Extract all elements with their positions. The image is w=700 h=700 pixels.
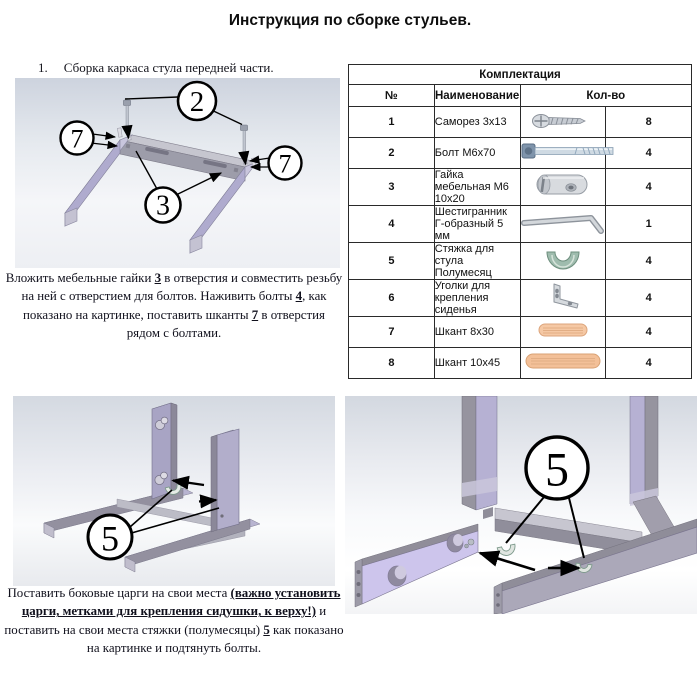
part-quantity: 4 <box>606 243 692 280</box>
left-back-leg <box>462 396 497 519</box>
side-frames-diagram <box>13 396 335 586</box>
row-number: 4 <box>349 206 435 243</box>
part-name: Болт М6х70 <box>434 138 520 169</box>
table-row <box>349 138 692 169</box>
far-back-leg <box>152 403 177 499</box>
part-quantity: 4 <box>606 317 692 348</box>
instruction-text: и поставить на свои места стяжки (полумесяцы) <box>4 604 327 637</box>
half-moon-bracket-icon <box>520 243 606 280</box>
step1-heading-text: Сборка каркаса стула передней части. <box>63 60 274 75</box>
screw-icon <box>520 107 606 138</box>
part-name: Шестигранник Г-образный 5 мм <box>434 206 520 243</box>
dowel-small-icon <box>520 317 606 348</box>
part-quantity: 4 <box>606 138 692 169</box>
row-number: 1 <box>349 107 435 138</box>
bracket-closeup-diagram <box>345 396 697 614</box>
part-quantity: 8 <box>606 107 692 138</box>
row-number: 6 <box>349 280 435 317</box>
corner-bracket-icon <box>520 280 606 317</box>
table-row <box>349 206 692 243</box>
part-quantity: 1 <box>606 206 692 243</box>
pointer-arrow-right <box>199 500 216 502</box>
instruction-text: Вложить мебельные гайки <box>5 271 155 285</box>
row-number: 3 <box>349 169 435 206</box>
callout-5-label: 5 <box>101 518 119 559</box>
instruction-text: как показано на картинке и подтянуть болты. <box>86 622 344 655</box>
front-frame-diagram <box>15 78 340 268</box>
page-title: Инструкция по сборке стульев. <box>228 12 472 29</box>
callout-3-label: 3 <box>156 190 170 222</box>
barrel-nut-icon <box>520 169 606 206</box>
step1-heading <box>38 60 274 76</box>
hex-key-icon <box>520 206 606 243</box>
important-note: (важно установить царги, метками для крепления сидушки, к верху!) <box>21 586 341 619</box>
parts-table <box>348 64 692 379</box>
part-ref-bracket: 5 <box>263 622 270 637</box>
step1-number: 1. <box>38 60 48 75</box>
table-row <box>349 348 692 379</box>
table-header-row <box>349 85 692 107</box>
part-name: Шкант 10х45 <box>434 348 520 379</box>
row-number: 2 <box>349 138 435 169</box>
part-name: Стяжка для стула Полумесяц <box>434 243 520 280</box>
part-ref-nut: 3 <box>154 271 162 285</box>
part-ref-bolt: 4 <box>295 289 303 304</box>
table-row <box>349 317 692 348</box>
part-name: Саморез 3х13 <box>434 107 520 138</box>
row-number: 7 <box>349 317 435 348</box>
callout-7l-label: 7 <box>70 124 84 154</box>
instruction-text: Поставить боковые царги на свои места <box>7 586 231 600</box>
parts-table-body <box>349 107 692 379</box>
step1-instruction <box>5 269 343 342</box>
part-quantity: 4 <box>606 280 692 317</box>
dowel-large-icon <box>520 348 606 379</box>
instruction-text: в отверстия и совместить резьбу на ней с отверстием для болтов. Наживить болты <box>21 271 343 304</box>
instruction-text: в отверстия рядом с болтами. <box>126 307 325 340</box>
part-name: Уголки для крепления сиденья <box>434 280 520 317</box>
part-quantity: 4 <box>606 348 692 379</box>
row-number: 5 <box>349 243 435 280</box>
table-title-row <box>349 65 692 85</box>
near-back-leg <box>211 429 239 532</box>
col-number: № <box>349 85 435 107</box>
step2-instruction <box>4 584 344 657</box>
row-number: 8 <box>349 348 435 379</box>
callout-2-label: 2 <box>189 86 205 118</box>
table-row <box>349 169 692 206</box>
callout-5-label: 5 <box>545 443 569 497</box>
part-name: Гайка мебельная М6 10х20 <box>434 169 520 206</box>
table-row <box>349 280 692 317</box>
table-row <box>349 243 692 280</box>
col-name: Наименование <box>434 85 520 107</box>
col-quantity: Кол-во <box>520 85 692 107</box>
table-title: Комплектация <box>349 65 692 85</box>
part-quantity: 4 <box>606 169 692 206</box>
bolt-icon <box>520 138 606 169</box>
part-name: Шкант 8х30 <box>434 317 520 348</box>
instruction-text: , как показано на картинке, поставить шканты <box>23 289 327 322</box>
table-row <box>349 107 692 138</box>
callout-7r-label: 7 <box>278 149 292 179</box>
part-ref-dowel: 7 <box>251 307 259 322</box>
